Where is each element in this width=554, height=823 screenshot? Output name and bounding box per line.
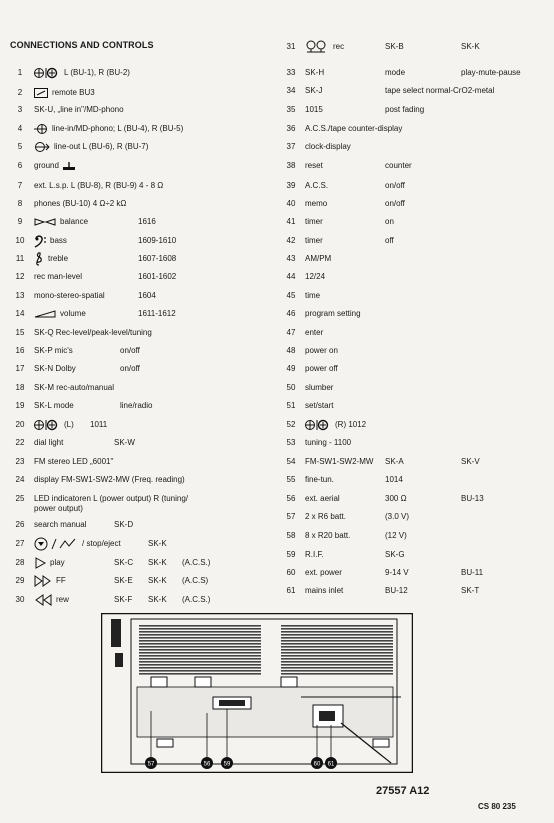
item-56	[281, 492, 549, 506]
item-number: 9	[17, 217, 23, 226]
item-51	[281, 399, 549, 413]
item-number: 38	[286, 161, 296, 170]
item-8	[10, 197, 270, 211]
item-48	[281, 344, 549, 358]
item-value: 1609-1610	[138, 236, 177, 245]
item-number: 53	[286, 438, 296, 447]
item-number: 36	[286, 124, 296, 133]
volume-icon	[34, 309, 56, 319]
item-57	[281, 510, 549, 524]
item-44	[281, 270, 549, 284]
item-label: balance	[60, 217, 89, 226]
item-30	[10, 593, 270, 607]
item-value: 1601-1602	[138, 272, 177, 281]
item-number: 15	[15, 328, 25, 337]
item-value: SK-V	[461, 457, 480, 466]
item-number: 55	[286, 475, 296, 484]
item-20	[10, 418, 270, 432]
treble-clef-icon	[34, 252, 44, 266]
item-31	[281, 40, 549, 54]
item-value: 1616	[138, 217, 156, 226]
item-12	[10, 270, 270, 284]
item-9	[10, 215, 270, 229]
item-value: 1014	[385, 475, 403, 484]
item-label: enter	[305, 328, 324, 337]
item-label: (R) 1012	[335, 420, 367, 429]
item-label: line-out L (BU-6), R (BU-7)	[54, 142, 149, 151]
item-37	[281, 140, 549, 154]
item-45	[281, 289, 549, 303]
item-number: 35	[286, 105, 296, 114]
item-label: SK-J	[305, 86, 323, 95]
item-value: SK-A	[385, 457, 404, 466]
item-number: 39	[286, 181, 296, 190]
item-22	[10, 436, 270, 450]
svg-text:59: 59	[223, 761, 231, 768]
item-label: timer	[305, 217, 323, 226]
connector-icon	[34, 419, 60, 431]
item-value: BU-12	[385, 586, 408, 595]
item-number: 57	[286, 512, 296, 521]
item-value: SK-W	[114, 438, 135, 447]
item-54	[281, 455, 549, 469]
item-number: 52	[286, 420, 296, 429]
item-number: 4	[17, 124, 23, 133]
item-5	[10, 140, 270, 154]
item-number: 1	[17, 68, 23, 77]
item-label: FF	[56, 576, 66, 585]
item-15	[10, 326, 270, 340]
item-number: 44	[286, 272, 296, 281]
item-number: 41	[286, 217, 296, 226]
item-value: BU-11	[461, 568, 484, 577]
item-47	[281, 326, 549, 340]
item-number: 29	[15, 576, 25, 585]
item-43	[281, 252, 549, 266]
item-value: mode	[385, 68, 406, 77]
item-value: SK-F	[114, 595, 133, 604]
item-2	[10, 86, 270, 100]
item-value: SK-E	[114, 576, 133, 585]
play-icon	[34, 557, 46, 569]
item-label: 1015	[305, 105, 323, 114]
item-value: on/off	[385, 181, 405, 190]
output-jack-icon	[34, 141, 50, 153]
item-14	[10, 307, 270, 321]
svg-text:60: 60	[313, 761, 321, 768]
item-label: volume	[60, 309, 86, 318]
item-number: 11	[15, 254, 25, 263]
item-label: ext. power	[305, 568, 342, 577]
item-value: off	[385, 236, 394, 245]
item-label: mono-stereo-spatial	[34, 291, 105, 300]
item-number: 34	[286, 86, 296, 95]
item-number: 54	[286, 457, 296, 466]
item-value: 1607-1608	[138, 254, 177, 263]
item-label: remote BU3	[52, 88, 95, 97]
item-number: 17	[15, 364, 25, 373]
item-value: on/off	[385, 199, 405, 208]
item-10	[10, 234, 270, 248]
item-53	[281, 436, 549, 450]
item-value: SK-T	[461, 586, 480, 595]
item-label: rew	[56, 595, 69, 604]
item-number: 16	[15, 346, 25, 355]
item-3	[10, 103, 270, 117]
item-number: 28	[15, 558, 25, 567]
item-25	[10, 492, 270, 513]
item-46	[281, 307, 549, 321]
item-label: 2 x R6 batt.	[305, 512, 346, 521]
item-7	[10, 179, 270, 193]
item-label: 8 x R20 batt.	[305, 531, 351, 540]
item-18	[10, 381, 270, 395]
item-19	[10, 399, 270, 413]
item-value: post fading	[385, 105, 425, 114]
item-value: (A.C.S.)	[182, 558, 211, 567]
item-label: SK-U, „line in"/MD-phono	[34, 105, 124, 114]
connector-icon	[305, 419, 331, 431]
item-number: 5	[17, 142, 23, 151]
item-number: 7	[17, 181, 23, 190]
figure-code: 27557 A12	[376, 785, 430, 797]
item-value: SK-B	[385, 42, 404, 51]
ff-icon	[34, 575, 52, 587]
item-28	[10, 556, 270, 570]
item-58	[281, 529, 549, 543]
item-label: search manual	[34, 520, 87, 529]
item-label: time	[305, 291, 321, 300]
item-number: 24	[15, 475, 25, 484]
item-label: A.C.S.	[305, 181, 329, 190]
item-33	[281, 66, 549, 80]
item-label: R.I.F.	[305, 550, 324, 559]
rear-panel-diagram	[101, 613, 413, 773]
item-value: on/off	[120, 346, 140, 355]
item-value: (3.0 V)	[385, 512, 410, 521]
item-number: 48	[286, 346, 296, 355]
item-52	[281, 418, 549, 432]
item-label: tuning - 1100	[305, 438, 352, 447]
item-value: BU-13	[461, 494, 484, 503]
item-number: 12	[15, 272, 25, 281]
item-label: SK-N Dolby	[34, 364, 76, 373]
item-label: line-in/MD-phono; L (BU-4), R (BU-5)	[52, 124, 184, 133]
item-label: AM/PM	[305, 254, 332, 263]
item-value: SK-K	[148, 558, 167, 567]
item-55	[281, 473, 549, 487]
svg-text:61: 61	[327, 761, 335, 768]
item-number: 56	[286, 494, 296, 503]
item-38	[281, 159, 549, 173]
item-number: 51	[286, 401, 296, 410]
item-label: play	[50, 558, 65, 567]
item-value: 1611-1612	[138, 309, 176, 318]
item-label: program setting	[305, 309, 361, 318]
item-number: 13	[15, 291, 25, 300]
item-29	[10, 574, 270, 588]
item-label: FM-SW1-SW2-MW	[305, 457, 374, 466]
item-50	[281, 381, 549, 395]
item-label: clock-display	[305, 142, 351, 151]
item-number: 23	[15, 457, 25, 466]
item-label: ground	[34, 161, 59, 170]
item-value: on/off	[120, 364, 140, 373]
item-number: 19	[15, 401, 25, 410]
item-27	[10, 537, 270, 551]
item-number: 3	[17, 105, 23, 114]
item-number: 26	[15, 520, 25, 529]
item-61	[281, 584, 549, 598]
item-26	[10, 518, 270, 532]
item-label-continued: power output)	[34, 504, 83, 513]
item-value: SK-K	[148, 539, 167, 548]
item-label: ext. L.s.p. L (BU-8), R (BU-9) 4 - 8 Ω	[34, 181, 164, 190]
item-number: 27	[15, 539, 25, 548]
item-number: 14	[15, 309, 25, 318]
callout-57	[145, 757, 157, 769]
item-label: / stop/eject	[82, 539, 121, 549]
item-label: SK-Q Rec-level/peak-level/tuning	[34, 328, 152, 337]
svg-text:56: 56	[203, 761, 211, 768]
item-value: SK-K	[148, 576, 167, 585]
item-label: SK-P mic's	[34, 346, 73, 355]
item-label: ext. aerial	[305, 494, 340, 503]
callout-59	[221, 757, 233, 769]
item-number: 60	[286, 568, 296, 577]
item-number: 6	[17, 161, 23, 170]
item-label: reset	[305, 161, 323, 170]
item-label: treble	[48, 254, 69, 264]
item-number: 47	[286, 328, 296, 337]
svg-text:57: 57	[147, 761, 155, 768]
callout-56	[201, 757, 213, 769]
item-number: 58	[286, 531, 296, 540]
item-label: power on	[305, 346, 338, 355]
bass-clef-icon	[34, 234, 46, 248]
item-label: mains inlet	[305, 586, 344, 595]
item-40	[281, 197, 549, 211]
item-number: 8	[17, 199, 23, 208]
item-label: (L)	[64, 420, 74, 429]
item-number: 33	[286, 68, 296, 77]
item-42	[281, 234, 549, 248]
item-number: 18	[15, 383, 25, 392]
item-label: rec	[333, 42, 345, 52]
item-label: display FM-SW1-SW2-MW (Freq. reading)	[34, 475, 185, 484]
item-value: 9-14 V	[385, 568, 409, 577]
item-number: 10	[15, 236, 25, 245]
item-34	[281, 84, 549, 98]
item-6	[10, 159, 270, 173]
remote-icon	[34, 88, 48, 98]
item-49	[281, 362, 549, 376]
item-41	[281, 215, 549, 229]
callout-60	[311, 757, 323, 769]
item-59	[281, 548, 549, 562]
item-value: (A.C.S.)	[182, 595, 211, 604]
item-23	[10, 455, 270, 469]
ground-icon	[63, 161, 75, 171]
item-label: L (BU-1), R (BU-2)	[64, 68, 130, 77]
item-number: 37	[286, 142, 296, 151]
item-35	[281, 103, 549, 117]
item-value: SK-D	[114, 520, 134, 529]
item-label: slumber	[305, 383, 334, 392]
item-4	[10, 122, 270, 136]
item-24	[10, 473, 270, 487]
callout-61	[325, 757, 337, 769]
item-label: phones (BU-10) 4 Ω÷2 kΩ	[34, 199, 127, 208]
item-number: 22	[15, 438, 25, 447]
item-number: 46	[286, 309, 296, 318]
item-label: rec man-level	[34, 272, 83, 281]
item-number: 59	[286, 550, 296, 559]
item-label: SK-L mode	[34, 401, 74, 410]
item-number: 50	[286, 383, 296, 392]
item-value: (A.C.S)	[182, 576, 209, 585]
item-value: (12 V)	[385, 531, 407, 540]
item-label: SK-H	[305, 68, 325, 77]
item-label: fine-tun.	[305, 475, 334, 484]
item-label: LED indicatoren L (power output) R (tuning/	[34, 494, 189, 503]
item-label: FM stereo LED „6001"	[34, 457, 114, 466]
item-label: set/start	[305, 401, 334, 410]
item-number: 25	[15, 494, 25, 503]
item-11	[10, 252, 270, 266]
connector-icon	[34, 67, 60, 79]
rec-icon	[305, 40, 329, 54]
item-value: SK-K	[461, 42, 480, 51]
item-39	[281, 179, 549, 193]
item-value: 300 Ω	[385, 494, 407, 503]
item-value: on	[385, 217, 394, 226]
item-36	[281, 122, 549, 136]
stop-eject-icon	[34, 537, 78, 551]
item-value: counter	[385, 161, 412, 170]
item-number: 31	[286, 42, 296, 51]
item-label: timer	[305, 236, 323, 245]
item-value: tape select normal-CrO2-metal	[385, 86, 495, 95]
rew-icon	[34, 594, 52, 606]
item-number: 2	[17, 88, 23, 97]
item-number: 20	[15, 420, 25, 429]
item-label: SK-M rec-auto/manual	[34, 383, 115, 392]
input-jack-icon	[34, 123, 48, 135]
item-13	[10, 289, 270, 303]
item-16	[10, 344, 270, 358]
item-value: SK-K	[148, 595, 167, 604]
item-number: 30	[15, 595, 25, 604]
item-label: 12/24	[305, 272, 326, 281]
item-1	[10, 66, 270, 80]
document-code: CS 80 235	[478, 802, 516, 811]
item-value: play-mute-pause	[461, 68, 521, 77]
item-label: A.C.S./tape counter-display	[305, 124, 403, 133]
item-label: power off	[305, 364, 338, 373]
item-label: dial light	[34, 438, 64, 447]
item-17	[10, 362, 270, 376]
item-value: line/radio	[120, 401, 153, 410]
item-number: 45	[286, 291, 296, 300]
item-label: memo	[305, 199, 328, 208]
item-number: 61	[286, 586, 296, 595]
item-value: 1604	[138, 291, 156, 300]
balance-icon	[34, 217, 56, 227]
item-number: 42	[286, 236, 296, 245]
item-value: SK-C	[114, 558, 134, 567]
item-number: 43	[286, 254, 296, 263]
page-title: CONNECTIONS AND CONTROLS	[10, 40, 154, 50]
item-number: 49	[286, 364, 296, 373]
item-value: 1011	[90, 420, 108, 429]
item-number: 40	[286, 199, 296, 208]
item-60	[281, 566, 549, 580]
item-value: SK-G	[385, 550, 405, 559]
item-label: bass	[50, 236, 67, 246]
